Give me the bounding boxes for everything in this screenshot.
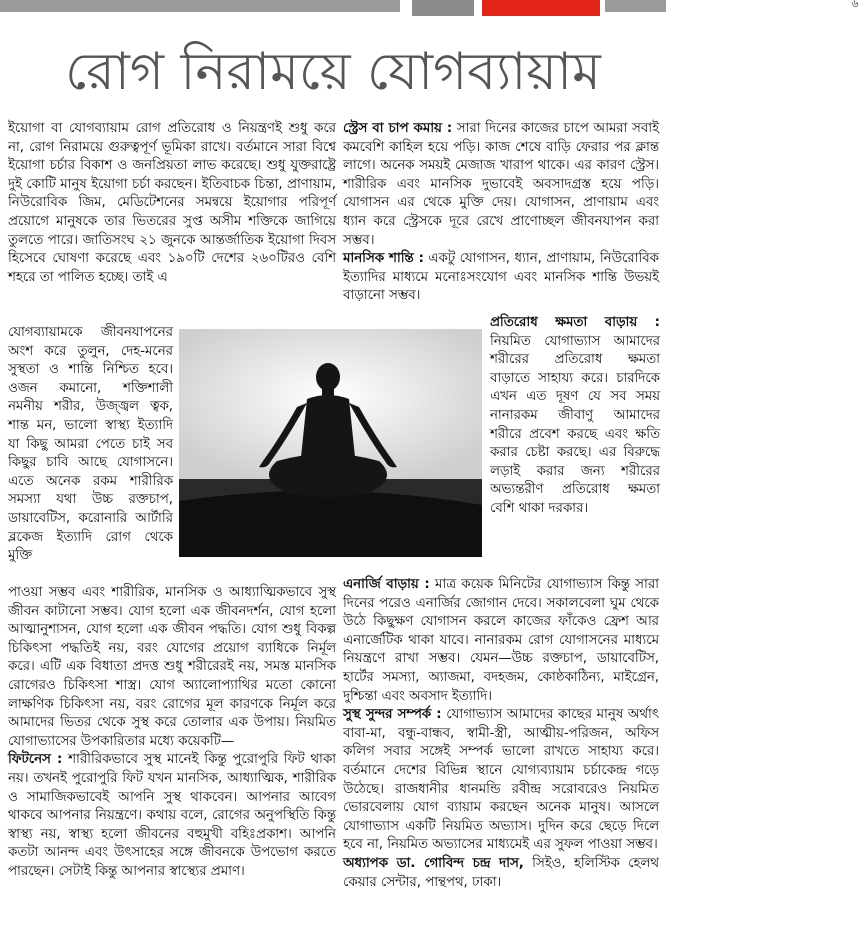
relation-paragraph	[343, 706, 659, 855]
peace-heading: মানসিক শান্তি :	[343, 251, 424, 267]
top-bar	[0, 0, 859, 20]
stress-heading: স্ট্রেস বা চাপ কমায় :	[343, 121, 453, 136]
meditation-figure-icon	[179, 329, 482, 557]
fitness-heading: ফিটনেস :	[8, 752, 63, 768]
top-bar-grey-right	[605, 0, 666, 12]
continued-paragraph: পাওয়া সম্ভব এবং শারীরিক, মানসিক ও আধ্যাত্মিকভাবে সুস্থ জীবন কাটানো সম্ভব। যোগ হলো এক জীবনদর্শন, যোগ হলো আত্মানুশাসন, যোগ হলো এক জীবন পদ্ধতি। যোগ শুধু বিকল্প চিকিৎসা পদ্ধতিই নয়, বরং যোগের প্রয়োগ ব্যাধিকে নির্মূল করে। এটি এক বিধাতা প্রদত্ত শুধু শরীরেরই নয়, সমস্ত মানসিক রোগেরও চিকিৎসা শাস্ত্র। যোগ অ্যালোপ্যাথির মতো কোনো লাক্ষণিক চিকিৎসা নয়, বরং রোগের মূল কারণকে নির্মূল করে আমাদের ভিতর থেকে সুস্থ করে তোলার এক উপায়। নিয়মিত যোগাভ্যাসের উপকারিতার মধ্যে কয়েকটি—	[8, 585, 336, 749]
immunity-paragraph	[490, 314, 660, 519]
fitness-text: শারীরিকভাবে সুস্থ মানেই কিন্তু পুরোপুরি ফিট থাকা নয়। তখনই পুরোপুরি ফিট যখন মানসিক, আধ্যাত্মিক, শারীরিক ও সামাজিকভাবেই আপনি সুস্থ থাকবেন। আপনার আবেগ থাকবে আপনার নিয়ন্ত্রণে। কথায় বলে, রোগের অনুপস্থিতি কিন্তু স্বাস্থ্য নয়, স্বাস্থ্য হলো জীবনের বহুমুখী বহিঃপ্রকাশ। আপনি কতটা আনন্দ এবং উৎসাহের সঙ্গে জীবনকে উপভোগ করতে পারছেন। সেটাই কিন্তু আপনার স্বাস্থ্যের প্রমাণ।	[8, 752, 336, 879]
top-bar-page-box	[412, 0, 859, 16]
top-bar-red-accent	[482, 0, 600, 16]
author-affiliation: সিইও, হলিস্টিক হেলথ কেয়ার সেন্টার, পান্থপথ, ঢাকা।	[343, 855, 659, 890]
top-bar-grey-left	[0, 0, 400, 12]
relation-text: যোগাভ্যাস আমাদের কাছের মানুষ অর্থাৎ বাবা-মা, বন্ধু-বান্ধব, স্বামী-স্ত্রী, আত্মীয়-পরিজন, অফিস কলিগ সবার সঙ্গেই সম্পর্ক ভালো রাখতে সাহায্য করে। বর্তমানে দেশের বিভিন্ন স্থানে যোগ্যব্যায়াম চর্চাকেন্দ্র গড়ে উঠেছে। রাজধানীর ধানমন্ডি রবীন্দ্র সরোবরেও নিয়মিত ভোরবেলায় যোগ ব্যায়াম করছেন অনেক মানুষ। আসলে যোগাভ্যাস একটি নিয়মিত অভ্যাস। দুদিন করে ছেড়ে দিলে হবে না, নিয়মিত অভ্যাসের মাধ্যমেই এর সুফল পাওয়া সম্ভব।	[343, 707, 659, 853]
right-column-bottom	[343, 576, 659, 892]
energy-text: মাত্র কয়েক মিনিটের যোগাভ্যাস কিন্তু সারা দিনের পরেও এনার্জির জোগান দেবে। সকালবেলা ঘুম থেকে উঠে কিছুক্ষণ যোগাসন করলে কাজের ফাঁকেও ফ্রেশ আর এনার্জেটিক থাকা যাবে। নানারকম রোগ যোগাসনের মাধ্যমে নিয়ন্ত্রণে রাখা সম্ভব। যেমন—উচ্চ রক্তচাপ, ডায়াবেটিস, হার্টের সমস্যা, অ্যাজমা, বদহজম, কোষ্ঠকাঠিন্য, মাইগ্রেন, দুশ্চিন্তা এবং অবসাদ ইত্যাদি।	[343, 577, 659, 704]
left-column-intro	[8, 120, 336, 287]
peace-text: একটু যোগাসন, ধ্যান, প্রাণায়াম, নিউরোবিক ইত্যাদির মাধ্যমে মনোঃসংযোগ এবং মানসিক শান্তি উভয়ই বাড়ানো সম্ভব।	[343, 251, 659, 304]
stress-paragraph	[343, 120, 659, 250]
relation-heading: সুস্থ সুন্দর সম্পর্ক :	[343, 707, 442, 723]
author-credit	[343, 855, 659, 892]
yoga-photo	[179, 329, 482, 557]
wrap-paragraph: যোগব্যায়ামকে জীবনযাপনের অংশ করে তুলুন, দেহ-মনের সুস্থতা ও শান্তি নিশ্চিত হবে। ওজন কমানো, শক্তিশালী নমনীয় শরীর, উজ্জ্বল ত্বক, শান্ত মন, ভালো স্বাস্থ্য ইত্যাদি যা কিছু আমরা পেতে চাই সব কিছুর চাবি আছে যোগাসনে। এতে অনেক রকম শারীরিক সমস্যা যথা উচ্চ রক্তচাপ, ডায়াবেটিস, করোনারি আর্টারি ব্লকেজ ইত্যাদি রোগ থেকে মুক্তি	[8, 325, 173, 564]
left-wrap-text	[8, 324, 173, 566]
intro-paragraph: ইয়োগা বা যোগব্যায়াম রোগ প্রতিরোধ ও নিয়ন্ত্রণই শুধু করে না, রোগ নিরাময়ে গুরুত্বপূর্ণ ভূমিকা রাখে। বর্তমানে সারা বিশ্বে ইয়োগা চর্চার বিকাশ ও জনপ্রিয়তা লাভ করেছে। শুধু যুক্তরাষ্ট্রে দুই কোটি মানুষ ইয়োগা চর্চা করছেন। ইতিবাচক চিন্তা, প্রাণায়াম, নিউরোবিক জিম, মেডিটেশনের সমন্বয়ে ইয়োগার পরিপূর্ণ প্রয়োগে মানুষকে তার ভিতরের সুপ্ত অসীম শক্তিকে জাগিয়ে তুলতে পারে। জাতিসংঘ ২১ জুনকে আন্তর্জাতিক ইয়োগা দিবস হিসেবে ঘোষণা করেছে এবং ১৯০টি দেশের ২৬০টিরও বেশি শহরে তা পালিত হচ্ছে। তাই এ	[8, 121, 336, 285]
right-column-top	[343, 120, 659, 306]
article-title: রোগ নিরাময়ে যোগব্যায়াম	[65, 42, 601, 102]
page-number: ৬	[843, 0, 867, 11]
author-name: অধ্যাপক ডা. গোবিন্দ চন্দ্র দাস,	[343, 855, 524, 871]
fitness-paragraph	[8, 751, 336, 881]
left-column-continued	[8, 584, 336, 882]
energy-heading: এনার্জি বাড়ায় :	[343, 577, 430, 592]
stress-text: সারা দিনের কাজের চাপে আমরা সবাই কমবেশি কাহিল হয়ে পড়ি। কাজ শেষে বাড়ি ফেরার পর ক্লান্ত লাগে। অনেক সময়ই মেজাজ খারাপ থাকে। এর কারণ স্ট্রেস। শারীরিক এবং মানসিক দুভাবেই অবসাদগ্রস্ত হয়ে পড়ি। যোগাসন এর থেকে মুক্তি দেয়। যোগাসন, প্রাণায়াম এবং ধ্যান করে স্ট্রেসকে দূরে রেখে প্রাণোচ্ছল জীবনযাপন করা সম্ভব।	[343, 121, 659, 248]
immunity-text: নিয়মিত যোগাভ্যাস আমাদের শরীরের প্রতিরোধ ক্ষমতা বাড়াতে সাহায্য করে। চারদিকে এখন এত দূষণ যে সব সময় নানারকম জীবাণু আমাদের শরীরে প্রবেশ করছে এবং ক্ষতি করার চেষ্টা করছে। এর বিরুদ্ধে লড়াই করার জন্য শরীরের অভ্যন্তরীণ প্রতিরোধ ক্ষমতা বেশি থাকা দরকার।	[490, 333, 660, 516]
immunity-heading: প্রতিরোধ ক্ষমতা বাড়ায় :	[490, 315, 660, 330]
energy-paragraph	[343, 576, 659, 706]
peace-paragraph	[343, 250, 659, 306]
right-wrap-text	[490, 314, 660, 519]
